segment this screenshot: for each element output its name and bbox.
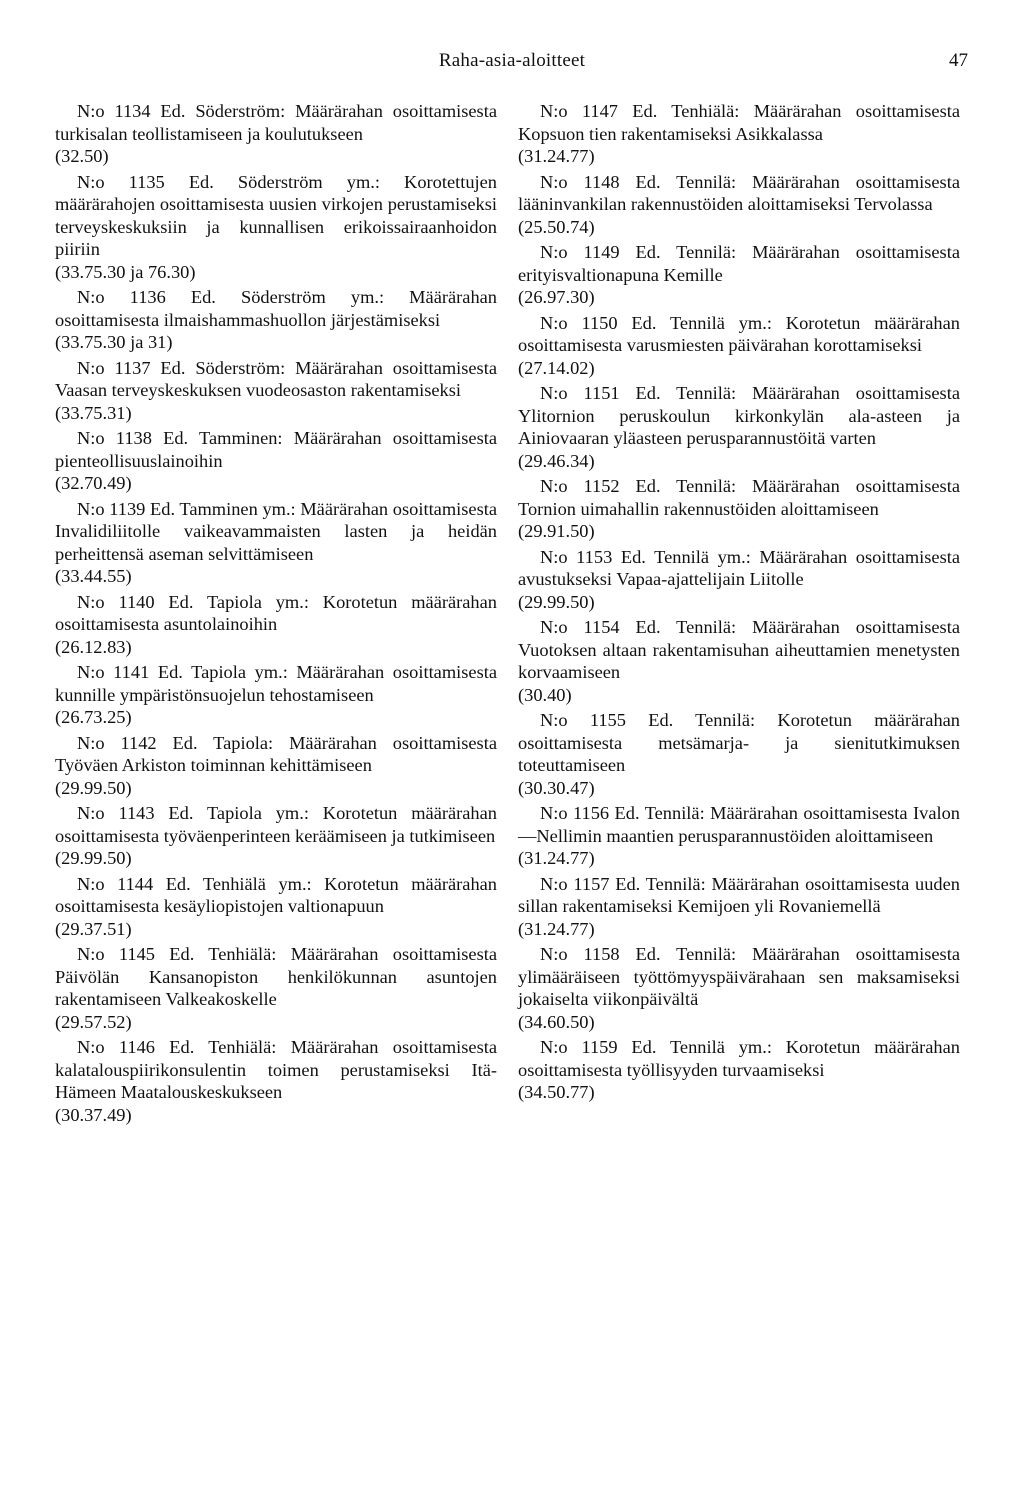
entry-code: (32.50) [55, 146, 109, 166]
entry-text: N:o 1156 Ed. Tennilä: Määrärahan osoittamisesta Ivalon—Nellimin maantien perusparannustöiden aloittamiseen [518, 803, 960, 846]
page-number: 47 [949, 50, 968, 71]
entry [55, 873, 497, 941]
entry-code: (29.99.50) [55, 777, 132, 798]
entry [55, 802, 497, 870]
entry-text: N:o 1158 Ed. Tennilä: Määrärahan osoittamisesta ylimääräiseen työttömyyspäivärahaan sen maksamiseksi jokaiselta viikonpäivältä [518, 944, 960, 1009]
entry [55, 100, 497, 168]
entry-text: N:o 1147 Ed. Tenhiälä: Määrärahan osoittamisesta Kopsuon tien rakentamiseksi Asikkalassa [518, 101, 960, 144]
entry-code: (29.37.51) [55, 918, 132, 939]
entry-code: (33.75.30 ja 31) [55, 332, 173, 352]
entry-code: (31.24.77) [518, 918, 595, 939]
entry-code: (29.99.50) [518, 591, 595, 612]
entry [518, 616, 960, 706]
entry-text: N:o 1153 Ed. Tennilä ym.: Määrärahan osoittamisesta avustukseksi Vapaa-ajattelijain Liitolle [518, 546, 960, 589]
entry-code: (29.99.50) [55, 848, 132, 868]
right-column [518, 100, 960, 1107]
entry [55, 427, 497, 495]
entry-code: (26.97.30) [518, 287, 595, 307]
entry-text: N:o 1143 Ed. Tapiola ym.: Korotetun määrärahan osoittamisesta työväenperinteen keräämiseen ja tutkimiseen [55, 803, 497, 846]
entry-text: N:o 1138 Ed. Tamminen: Määrärahan osoittamisesta pienteollisuuslainoihin [55, 428, 497, 471]
entry-code: (32.70.49) [55, 473, 132, 493]
entry-text: N:o 1159 Ed. Tennilä ym.: Korotetun määrärahan osoittamisesta työllisyyden turvaamiseksi [518, 1037, 960, 1080]
entry-text: N:o 1136 Ed. Söderström ym.: Määrärahan osoittamisesta ilmaishammashuollon järjestämiseksi [55, 287, 497, 330]
entry [55, 357, 497, 425]
entry [55, 1036, 497, 1126]
entry-code: (27.14.02) [518, 357, 595, 378]
entry-code: (30.40) [518, 684, 572, 705]
entry [518, 709, 960, 799]
entry-code: (33.75.30 ja 76.30) [55, 261, 196, 282]
entry-code: (26.12.83) [55, 636, 132, 657]
entry [518, 382, 960, 472]
entry [518, 241, 960, 309]
entry-code: (25.50.74) [518, 216, 595, 237]
entry-code: (34.50.77) [518, 1082, 595, 1102]
entry-text: N:o 1142 Ed. Tapiola: Määrärahan osoittamisesta Työväen Arkiston toiminnan kehittämiseen [55, 732, 497, 775]
entry-code: (31.24.77) [518, 848, 595, 868]
entry-code: (30.30.47) [518, 777, 595, 798]
entry-text: N:o 1144 Ed. Tenhiälä ym.: Korotetun määrärahan osoittamisesta kesäyliopistojen valtionapuun [55, 873, 497, 916]
entry-code: (29.91.50) [518, 521, 595, 541]
entry [55, 591, 497, 659]
entry-text: N:o 1149 Ed. Tennilä: Määrärahan osoittamisesta erityisvaltionapuna Kemille [518, 242, 960, 285]
entry [55, 171, 497, 284]
entry [518, 475, 960, 543]
entry-text: N:o 1154 Ed. Tennilä: Määrärahan osoittamisesta Vuotoksen altaan rakentamisuhan aiheuttamien menetysten korvaamiseen [518, 617, 960, 682]
entry [518, 312, 960, 380]
entry-code: (29.57.52) [55, 1011, 132, 1032]
entry [518, 873, 960, 941]
entry [55, 661, 497, 729]
entry [518, 546, 960, 614]
entry-text: N:o 1137 Ed. Söderström: Määrärahan osoittamisesta Vaasan terveyskeskuksen vuodeosaston rakentamiseksi [55, 357, 497, 400]
entry-text: N:o 1150 Ed. Tennilä ym.: Korotetun määrärahan osoittamisesta varusmiesten päivärahan korottamiseksi [518, 312, 960, 355]
entry-text: N:o 1145 Ed. Tenhiälä: Määrärahan osoittamisesta Päivölän Kansanopiston henkilökunnan asuntojen rakentamiseen Valkeakoskelle [55, 944, 497, 1009]
entry-text: N:o 1134 Ed. Söderström: Määrärahan osoittamisesta turkisalan teollistamiseen ja koulutukseen [55, 101, 497, 144]
entry [55, 943, 497, 1033]
entry-code: (31.24.77) [518, 146, 595, 166]
entry-text: N:o 1141 Ed. Tapiola ym.: Määrärahan osoittamisesta kunnille ympäristönsuojelun tehostamiseen [55, 662, 497, 705]
running-header-title: Raha-asia-aloitteet [438, 50, 586, 71]
entry [518, 100, 960, 168]
entry-code: (33.75.31) [55, 402, 132, 423]
entry [518, 943, 960, 1033]
entry-text: N:o 1151 Ed. Tennilä: Määrärahan osoittamisesta Ylitornion peruskoulun kirkonkylän ala-asteen ja Ainiovaaran yläasteen perusparannustöitä varten [518, 383, 960, 448]
entry-code: (33.44.55) [55, 566, 132, 586]
entry-text: N:o 1139 Ed. Tamminen ym.: Määrärahan osoittamisesta Invalidiliitolle vaikeavammaisten lasten ja heidän perheittensä aseman selvittämiseen [55, 498, 497, 564]
entry [55, 286, 497, 354]
entry [55, 732, 497, 800]
entry-text: N:o 1157 Ed. Tennilä: Määrärahan osoittamisesta uuden sillan rakentamiseksi Kemijoen yli Rovaniemellä [518, 873, 960, 916]
entry-text: N:o 1148 Ed. Tennilä: Määrärahan osoittamisesta lääninvankilan rakennustöiden aloittamiseksi Tervolassa [518, 171, 960, 214]
entry [518, 1036, 960, 1104]
entry-text: N:o 1146 Ed. Tenhiälä: Määrärahan osoittamisesta kalatalouspiirikonsulentin toimen perustamiseksi Itä-Hämeen Maatalouskeskukseen [55, 1037, 497, 1102]
entry [55, 498, 497, 588]
entry-text: N:o 1140 Ed. Tapiola ym.: Korotetun määrärahan osoittamisesta asuntolainoihin [55, 591, 497, 634]
entry-text: N:o 1135 Ed. Söderström ym.: Korotettujen määrärahojen osoittamisesta uusien virkojen perustamiseksi terveyskeskuksiin ja kunnallisen erikoissairaanhoidon piiriin [55, 171, 497, 259]
entry-text: N:o 1155 Ed. Tennilä: Korotetun määrärahan osoittamisesta metsämarja- ja sienitutkimuksen toteuttamiseen [518, 710, 960, 775]
entry-code: (29.46.34) [518, 450, 595, 471]
entry-code: (34.60.50) [518, 1011, 595, 1032]
left-column [55, 100, 497, 1129]
entry-code: (26.73.25) [55, 707, 132, 727]
entry [518, 802, 960, 870]
entry [518, 171, 960, 239]
entry-code: (30.37.49) [55, 1104, 132, 1125]
entry-text: N:o 1152 Ed. Tennilä: Määrärahan osoittamisesta Tornion uimahallin rakennustöiden aloittamiseen [518, 476, 960, 519]
